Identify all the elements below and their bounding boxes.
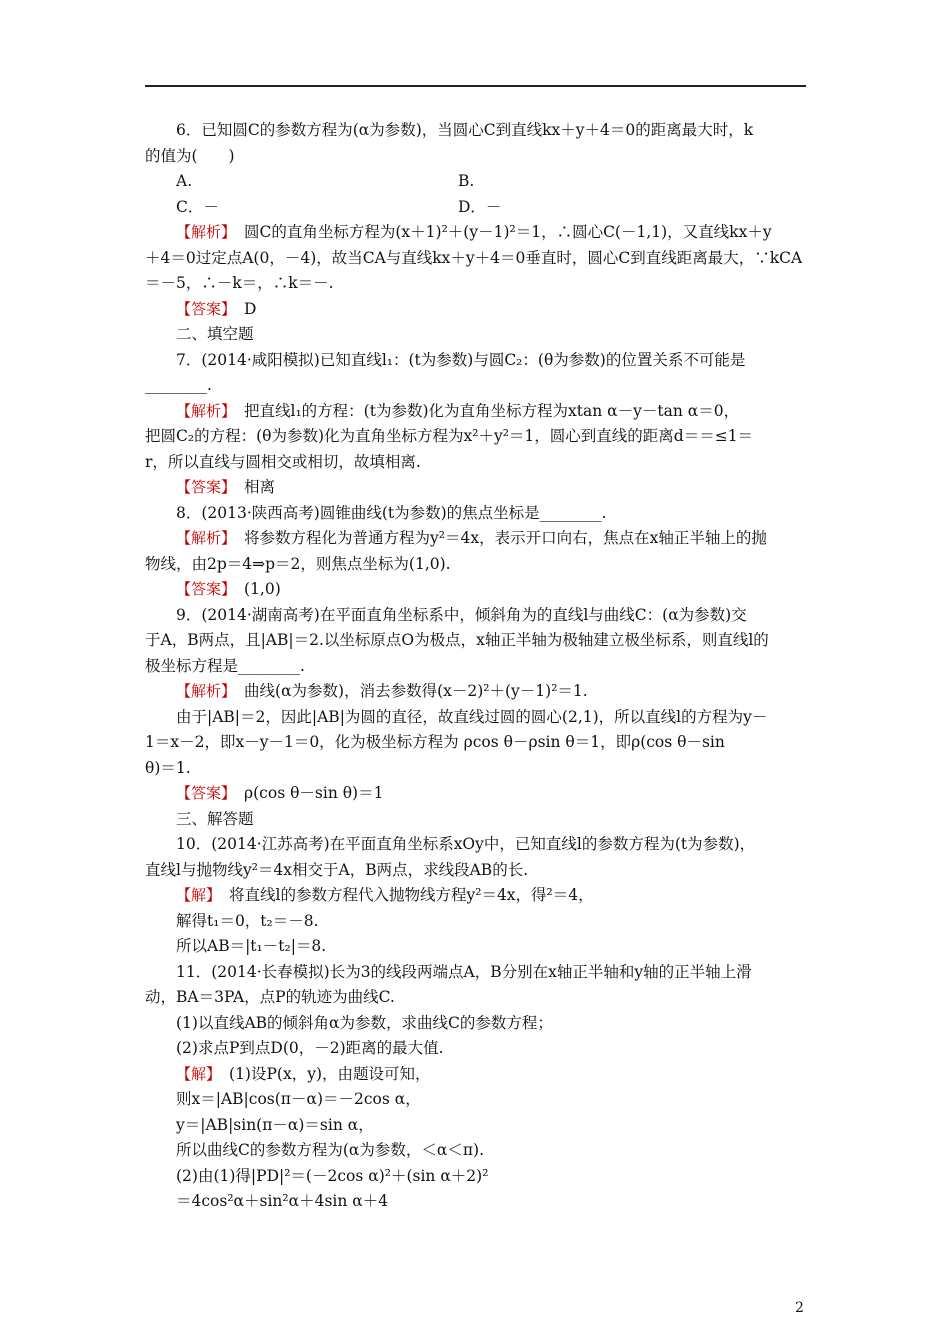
- line-text: 把直线l₁的方程：(t为参数)化为直角坐标方程为xtan α－y－tan α＝0，: [228, 401, 740, 420]
- line-text: 所以AB＝|t₁－t₂|＝8.: [176, 937, 327, 955]
- line-text: 将直线l的参数方程代入抛物线方程y²＝4x，得²＝4，: [213, 886, 594, 904]
- text-line: [145, 1011, 806, 1037]
- line-text: ρ(cos θ－sin θ)＝1: [228, 784, 384, 802]
- text-line: [145, 246, 806, 272]
- line-text: 将参数方程化为普通方程为y²＝4x，表示开口向右，焦点在x轴正半轴上的抛: [228, 529, 767, 547]
- line-text: 11．(2014·长春模拟)长为3的线段两端点A，B分别在x轴正半轴和y轴的正半轴上滑: [176, 962, 752, 981]
- text-line: [145, 1036, 806, 1062]
- text-line: [145, 909, 806, 935]
- line-text: 圆C的直角坐标方程为(x＋1)²＋(y－1)²＝1，∴圆心C(－1,1)，又直线kx＋y: [228, 223, 772, 241]
- text-line: [145, 552, 806, 578]
- answer-option: C．－: [176, 197, 219, 216]
- line-text: 10．(2014·江苏高考)在平面直角坐标系xOy中，已知直线l的参数方程为(t为参数)，: [176, 835, 756, 853]
- text-line: [145, 450, 806, 476]
- header-rule: [145, 85, 806, 87]
- line-text: 二、填空题: [176, 325, 254, 343]
- section-tag: 【解】: [176, 1064, 214, 1083]
- line-text: 解得t₁＝0，t₂＝－8.: [176, 911, 319, 930]
- section-tag: 【解析】: [176, 401, 229, 420]
- text-line: [145, 705, 806, 731]
- line-text: 所以曲线C的参数方程为(α为参数，＜α＜π).: [176, 1141, 485, 1159]
- text-line: [145, 858, 806, 884]
- line-text: ________.: [145, 376, 212, 394]
- text-line: [145, 730, 806, 756]
- page-number: 2: [795, 1300, 804, 1316]
- text-line: [145, 985, 806, 1011]
- line-text: y＝|AB|sin(π－α)＝sin α，: [176, 1115, 374, 1134]
- line-text: (1)设P(x，y)，由题设可知，: [213, 1064, 431, 1083]
- text-line: [145, 1113, 806, 1139]
- line-text: ＝4cos²α＋sin²α＋4sin α＋4: [176, 1192, 389, 1210]
- line-text: 的值为( ): [145, 146, 235, 165]
- text-line: [145, 934, 806, 960]
- line-text: 7．(2014·咸阳模拟)已知直线l₁：(t为参数)与圆C₂：(θ为参数)的位置关系不可能是: [176, 350, 746, 369]
- line-text: 9．(2014·湖南高考)在平面直角坐标系中，倾斜角为的直线l与曲线C：(α为参数)交: [176, 605, 747, 624]
- section-tag: 【答案】: [176, 784, 229, 802]
- text-line: [145, 756, 806, 782]
- text-line: [145, 220, 806, 246]
- line-text: 三、解答题: [176, 809, 254, 828]
- text-line: [145, 118, 806, 144]
- section-tag: 【答案】: [176, 580, 229, 598]
- text-line: [145, 577, 806, 603]
- text-line: [145, 348, 806, 374]
- line-text: 6．已知圆C的参数方程为(α为参数)，当圆心C到直线kx＋y＋4＝0的距离最大时，k: [176, 121, 754, 139]
- text-line: [145, 1062, 806, 1088]
- text-line: [145, 603, 806, 629]
- text-line: [145, 475, 806, 501]
- line-text: 1＝x－2，即x－y－1＝0，化为极坐标方程为 ρcos θ－ρsin θ＝1，即ρ(cos θ－sin: [145, 733, 725, 751]
- text-line: [145, 424, 806, 450]
- text-line: [145, 960, 806, 986]
- text-line: [145, 195, 806, 221]
- document-body: [145, 118, 806, 1215]
- line-text: 8．(2013·陕西高考)圆锥曲线(t为参数)的焦点坐标是________.: [176, 503, 607, 522]
- line-text: 物线，由2p＝4⇒p＝2，则焦点坐标为(1,0).: [145, 554, 451, 573]
- text-line: [145, 271, 806, 297]
- line-text: ＋4＝0过定点A(0，－4)，故当CA与直线kx＋y＋4＝0垂直时，圆心C到直线距离最大，∵kCA: [145, 248, 803, 267]
- line-text: (1)以直线AB的倾斜角α为参数，求曲线C的参数方程；: [176, 1013, 553, 1032]
- text-line: [145, 781, 806, 807]
- line-text: 曲线(α为参数)，消去参数得(x－2)²＋(y－1)²＝1.: [228, 682, 588, 700]
- text-line: [145, 297, 806, 323]
- line-text: r，所以直线与圆相交或相切，故填相离.: [145, 452, 421, 471]
- answer-option: B.: [458, 172, 475, 190]
- line-text: 直线l与抛物线y²＝4x相交于A，B两点，求线段AB的长.: [145, 860, 529, 879]
- text-line: [145, 526, 806, 552]
- line-text: 相离: [228, 478, 276, 496]
- section-tag: 【解】: [176, 886, 214, 904]
- text-line: [145, 1164, 806, 1190]
- line-text: 把圆C₂的方程：(θ为参数)化为直角坐标方程为x²＋y²＝1，圆心到直线的距离d＝＝≤1＝: [145, 427, 754, 445]
- line-text: 则x＝|AB|cos(π－α)＝－2cos α，: [176, 1090, 421, 1108]
- line-text: 于A，B两点，且|AB|＝2.以坐标原点O为极点，x轴正半轴为极轴建立极坐标系，则直线l的: [145, 631, 769, 649]
- line-text: (2)由(1)得|PD|²＝(－2cos α)²＋(sin α＋2)²: [176, 1166, 489, 1185]
- text-line: [145, 807, 806, 833]
- text-line: [145, 628, 806, 654]
- line-text: (1,0): [228, 580, 281, 598]
- line-text: 由于|AB|＝2，因此|AB|为圆的直径，故直线过圆的圆心(2,1)，所以直线l的方程为y－: [176, 707, 768, 726]
- answer-option: D．－: [458, 197, 502, 216]
- text-line: [145, 832, 806, 858]
- line-text: D: [228, 299, 257, 318]
- text-line: [145, 399, 806, 425]
- line-text: 极坐标方程是________.: [145, 656, 305, 675]
- section-tag: 【答案】: [176, 478, 229, 496]
- text-line: [145, 1087, 806, 1113]
- text-line: [145, 1189, 806, 1215]
- text-line: [145, 322, 806, 348]
- line-text: 动，BA＝3PA，点P的轨迹为曲线C.: [145, 988, 395, 1006]
- line-text: (2)求点P到点D(0，－2)距离的最大值.: [176, 1039, 444, 1057]
- text-line: [145, 373, 806, 399]
- section-tag: 【解析】: [176, 682, 229, 700]
- line-text: θ)＝1.: [145, 758, 191, 777]
- section-tag: 【答案】: [176, 299, 229, 318]
- line-text: ＝－5，∴－k＝，∴k＝－.: [145, 274, 334, 292]
- text-line: [145, 883, 806, 909]
- text-line: [145, 654, 806, 680]
- text-line: [145, 679, 806, 705]
- section-tag: 【解析】: [176, 529, 229, 547]
- text-line: [145, 1138, 806, 1164]
- section-tag: 【解析】: [176, 223, 229, 241]
- text-line: [145, 501, 806, 527]
- answer-option: A.: [176, 172, 193, 190]
- text-line: [145, 169, 806, 195]
- text-line: [145, 144, 806, 170]
